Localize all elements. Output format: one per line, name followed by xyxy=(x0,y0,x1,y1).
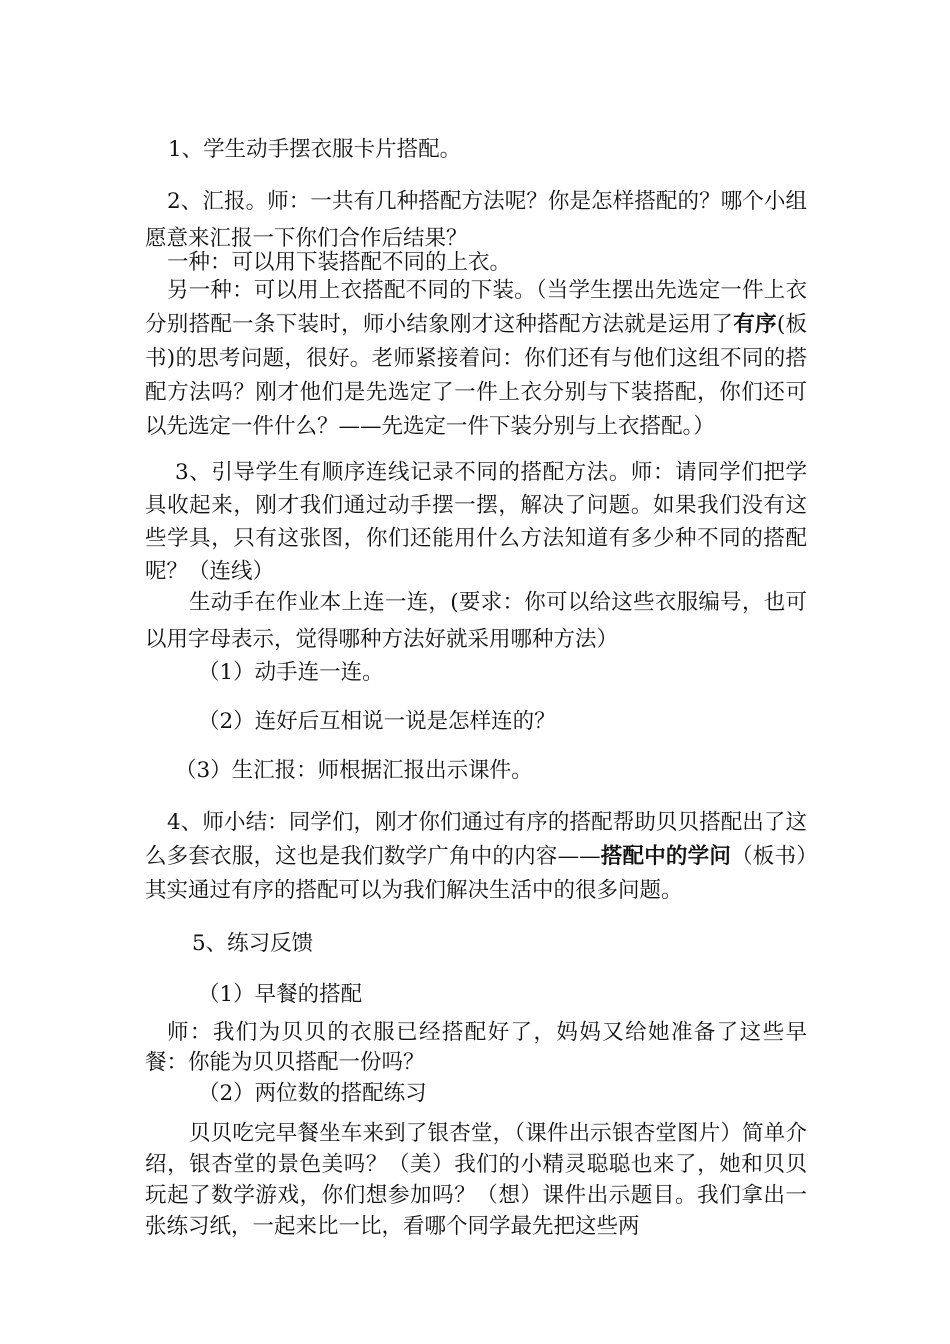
paragraph-breakfast: （1）早餐的搭配 xyxy=(198,982,363,1007)
paragraph-step-1: 1、学生动手摆衣服卡片搭配。 xyxy=(168,137,462,162)
step-4-text-b: （板书）其实通过有序的搭配可以为我们解决生活中的很多问题。 xyxy=(145,844,807,903)
board-note-matching: 搭配中的学问 xyxy=(600,844,732,869)
paragraph-ginkgo: 贝贝吃完早餐坐车来到了银杏堂，（课件出示银杏堂图片）简单介绍，银杏堂的景色美吗？（美）我们的小精灵聪聪也来了，她和贝贝玩起了数学游戏，你们想参加吗？（想）课件出示题目。我们拿出一张练习纸，一起来比一比，看哪个同学最先把这些两 xyxy=(145,1121,807,1239)
option-two-text-a: 另一种：可以用上衣搭配不同的下装。（当学生摆出先选定一件上衣分别搭配一条下装时，师小结象刚才这种搭配方法就是运用了 xyxy=(145,278,807,337)
option-two-text-b: (板书)的思考问题，很好。老师紧接着问：你们还有与他们这组不同的搭配方法吗？刚才他们是先选定了一件上衣分别与下装搭配，你们还可以先选定一件什么？——先选定一件下装分别与上衣搭配。） xyxy=(145,312,807,439)
paragraph-two-digit: （2）两位数的搭配练习 xyxy=(198,1081,427,1106)
paragraph-step-2: 2、汇报。师：一共有几种搭配方法呢？你是怎样搭配的？哪个小组愿意来汇报一下你们合作后结果？ xyxy=(145,189,807,251)
paragraph-connect-task: 生动手在作业本上连一连，(要求：你可以给这些衣服编号，也可以用字母表示，觉得哪种方法好就采用哪种方法） xyxy=(145,590,807,652)
board-note-ordered: 有序 xyxy=(733,312,777,337)
paragraph-step-3: 3、引导学生有顺序连线记录不同的搭配方法。师：请同学们把学具收起来，刚才我们通过动手摆一摆，解决了问题。如果我们没有这些学具，只有这张图，你们还能用什么方法知道有多少种不同的搭配呢？（连线） xyxy=(145,460,807,584)
paragraph-sub-1: （1）动手连一连。 xyxy=(198,660,384,685)
paragraph-step-5: 5、练习反馈 xyxy=(192,931,314,956)
paragraph-step-4 xyxy=(145,806,807,908)
paragraph-breakfast-detail: 师：我们为贝贝的衣服已经搭配好了，妈妈又给她准备了这些早餐：你能为贝贝搭配一份吗？ xyxy=(145,1020,807,1075)
paragraph-option-one: 一种：可以用下装搭配不同的上衣。 xyxy=(167,250,512,275)
paragraph-sub-3: （3）生汇报：师根据汇报出示课件。 xyxy=(175,758,533,783)
step-4-text-a: 4、师小结：同学们，刚才你们通过有序的搭配帮助贝贝搭配出了这么多套衣服，这也是我们数学广角中的内容—— xyxy=(145,810,807,869)
paragraph-option-two xyxy=(145,274,807,444)
paragraph-sub-2: （2）连好后互相说一说是怎样连的？ xyxy=(198,709,556,734)
